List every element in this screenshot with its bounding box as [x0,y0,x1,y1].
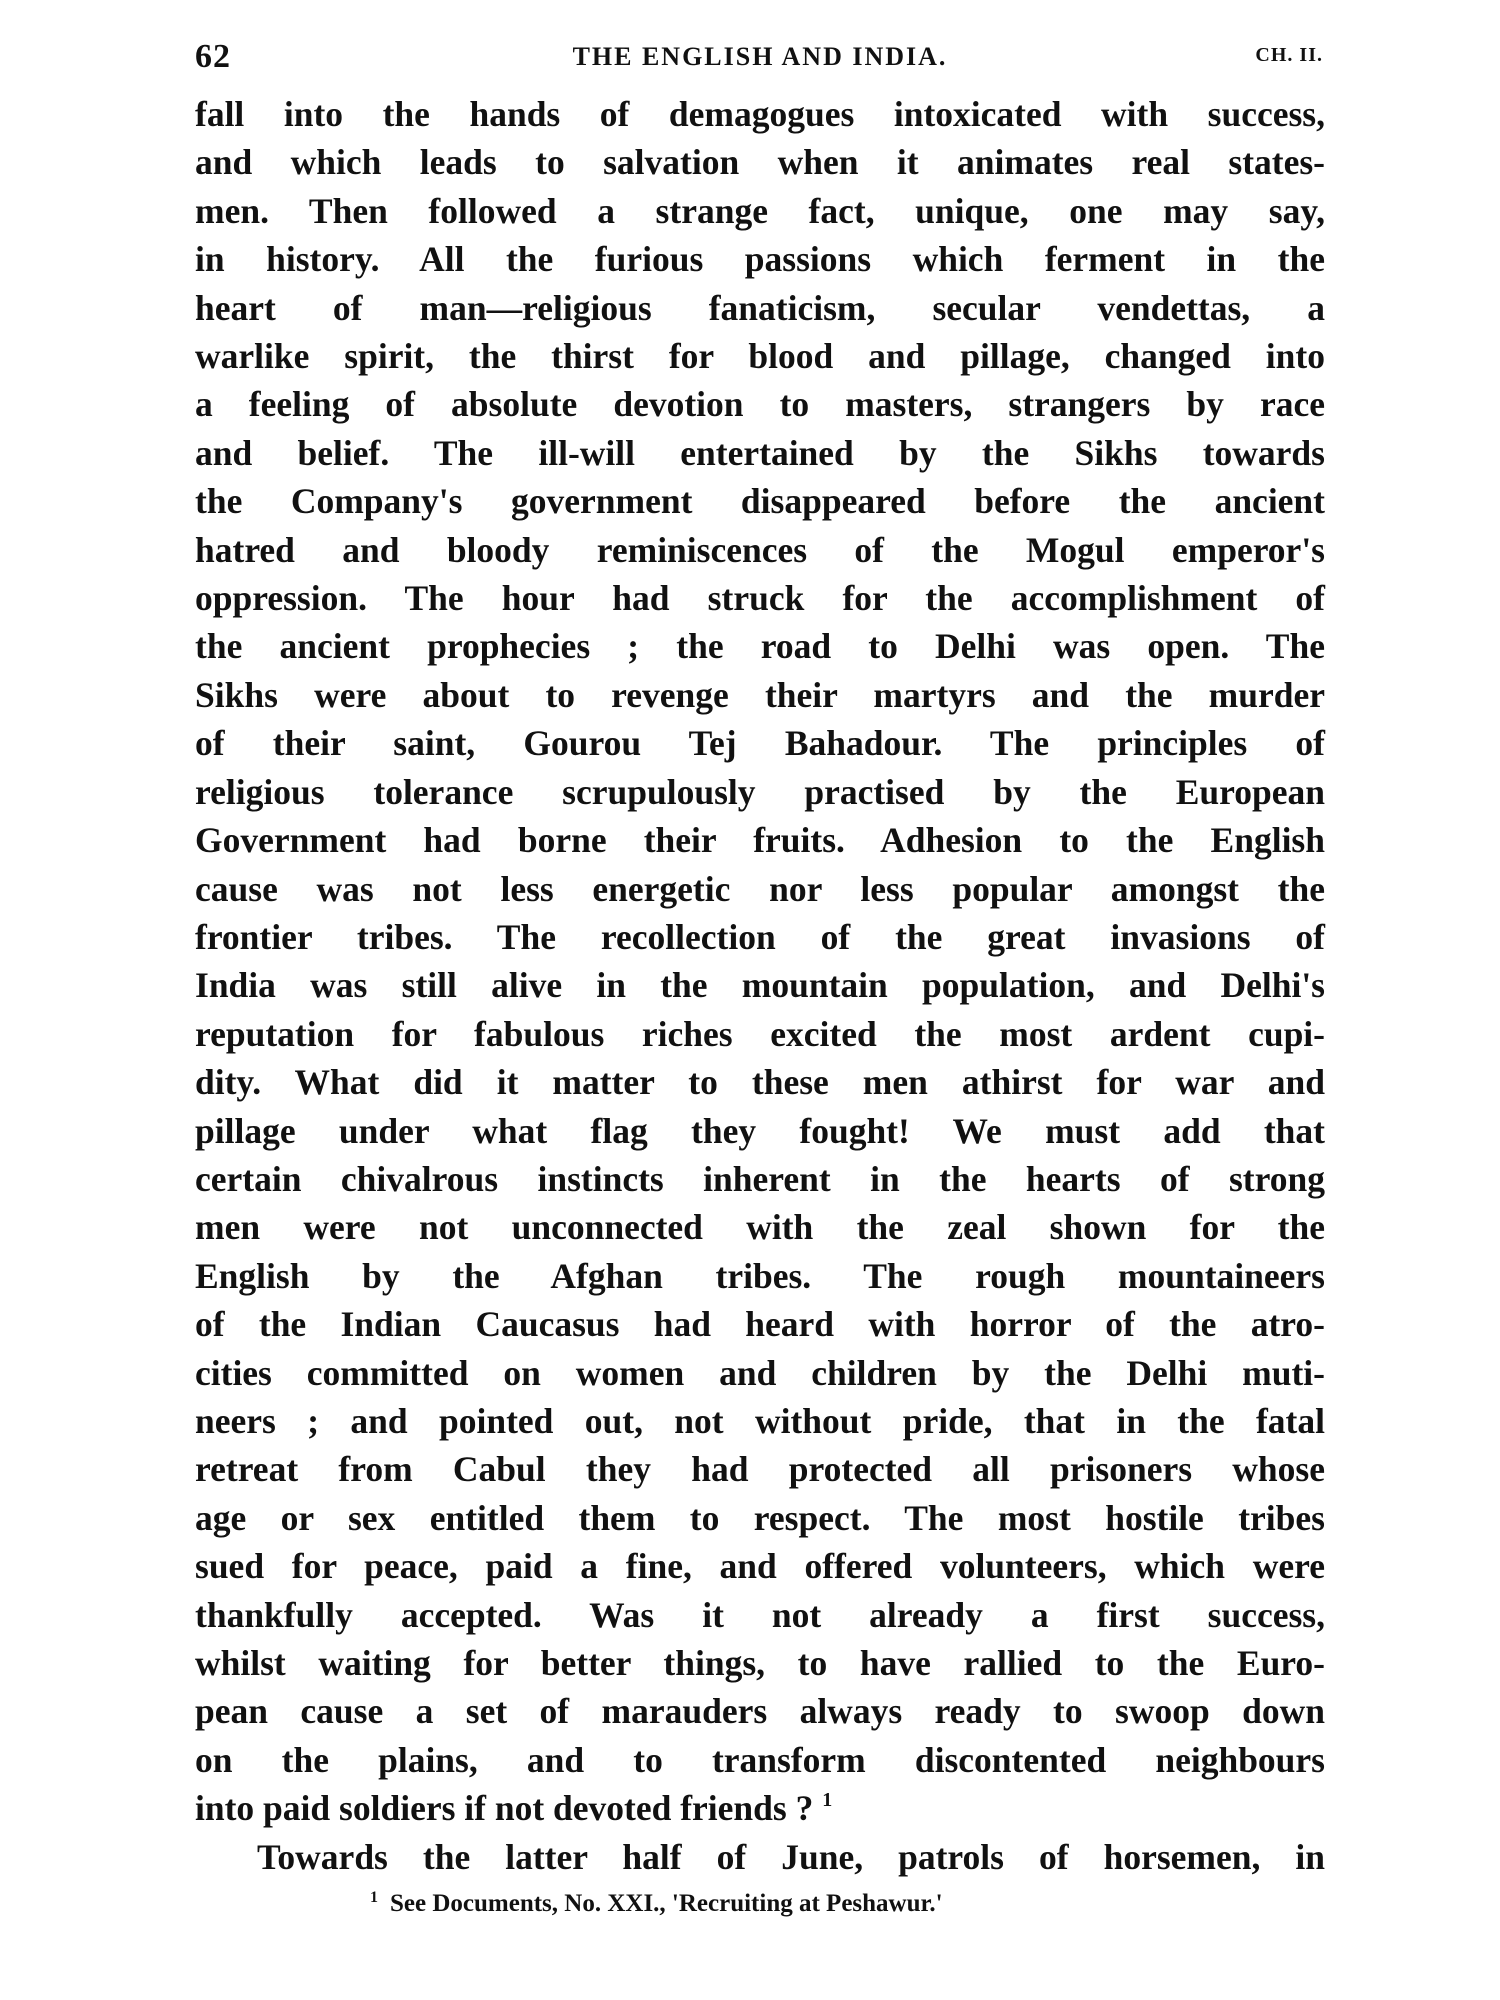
footnote [195,1887,1325,1921]
text-line: neers ; and pointed out, not without pride, that in the fatal [195,1400,1325,1441]
book-page [195,30,1325,1970]
footnote-reference: 1 [822,1789,833,1812]
text-line: frontier tribes. The recollection of the great invasions of [195,916,1325,957]
text-line: a feeling of absolute devotion to masters, strangers by race [195,384,1325,425]
text-line: whilst waiting for better things, to have rallied to the Euro- [195,1643,1325,1683]
text-line: and belief. The ill-will entertained by the Sikhs towards [195,432,1325,473]
text-line: heart of man—religious fanaticism, secular vendettas, a [195,287,1325,328]
page-number: 62 [195,38,231,75]
footnote-text: See Documents, No. XXI., 'Recruiting at Peshawur.' [390,1890,943,1918]
text-line: pillage under what flag they fought! We must add that [195,1110,1325,1151]
text-line: of their saint, Gourou Tej Bahadour. The principles of [195,723,1325,764]
text-line: pean cause a set of marauders always ready to swoop down [195,1691,1325,1732]
final-line-text: into paid soldiers if not devoted friends ? [195,1788,814,1829]
text-line: of the Indian Caucasus had heard with horror of the atro- [195,1304,1325,1345]
text-line: fall into the hands of demagogues intoxicated with success, [195,94,1325,134]
text-line: the ancient prophecies ; the road to Delhi was open. The [195,626,1325,667]
text-line: warlike spirit, the thirst for blood and pillage, changed into [195,336,1325,377]
running-title: THE ENGLISH AND INDIA. [572,42,948,71]
text-line: Government had borne their fruits. Adhesion to the English [195,820,1325,861]
text-line: oppression. The hour had struck for the accomplishment of [195,578,1325,619]
text-line: on the plains, and to transform discontented neighbours [195,1739,1325,1780]
text-line: the Company's government disappeared before the ancient [195,481,1325,522]
text-line: religious tolerance scrupulously practised by the European [195,771,1325,812]
chapter-reference: CH. II. [1255,44,1323,66]
text-line: cause was not less energetic nor less popular amongst the [195,868,1325,909]
text-line: men were not unconnected with the zeal shown for the [195,1207,1325,1248]
text-line: hatred and bloody reminiscences of the Mogul emperor's [195,529,1325,570]
text-line: and which leads to salvation when it animates real states- [195,142,1325,183]
text-line: thankfully accepted. Was it not already a first success, [195,1594,1325,1635]
text-line: sued for peace, paid a fine, and offered volunteers, which were [195,1546,1325,1587]
text-line: reputation for fabulous riches excited the most ardent cupi- [195,1013,1325,1054]
text-line: certain chivalrous instincts inherent in the hearts of strong [195,1158,1325,1199]
footnote-marker: 1 [370,1889,378,1907]
text-line: men. Then followed a strange fact, unique, one may say, [195,190,1325,231]
text-line: India was still alive in the mountain population, and Delhi's [195,965,1325,1006]
next-paragraph-opening: Towards the latter half of June, patrols of horsemen, in [257,1836,1325,1877]
text-line: dity. What did it matter to these men athirst for war and [195,1062,1325,1103]
text-line: cities committed on women and children by the Delhi muti- [195,1352,1325,1393]
body-paragraph [195,90,1325,1833]
text-line: English by the Afghan tribes. The rough mountaineers [195,1255,1325,1296]
text-line: retreat from Cabul they had protected all prisoners whose [195,1449,1325,1490]
running-head [195,30,1325,90]
text-line: in history. All the furious passions which ferment in the [195,239,1325,280]
text-line: Sikhs were about to revenge their martyrs and the murder [195,674,1325,715]
text-line-final [195,1784,1325,1832]
text-line: age or sex entitled them to respect. The most hostile tribes [195,1497,1325,1538]
